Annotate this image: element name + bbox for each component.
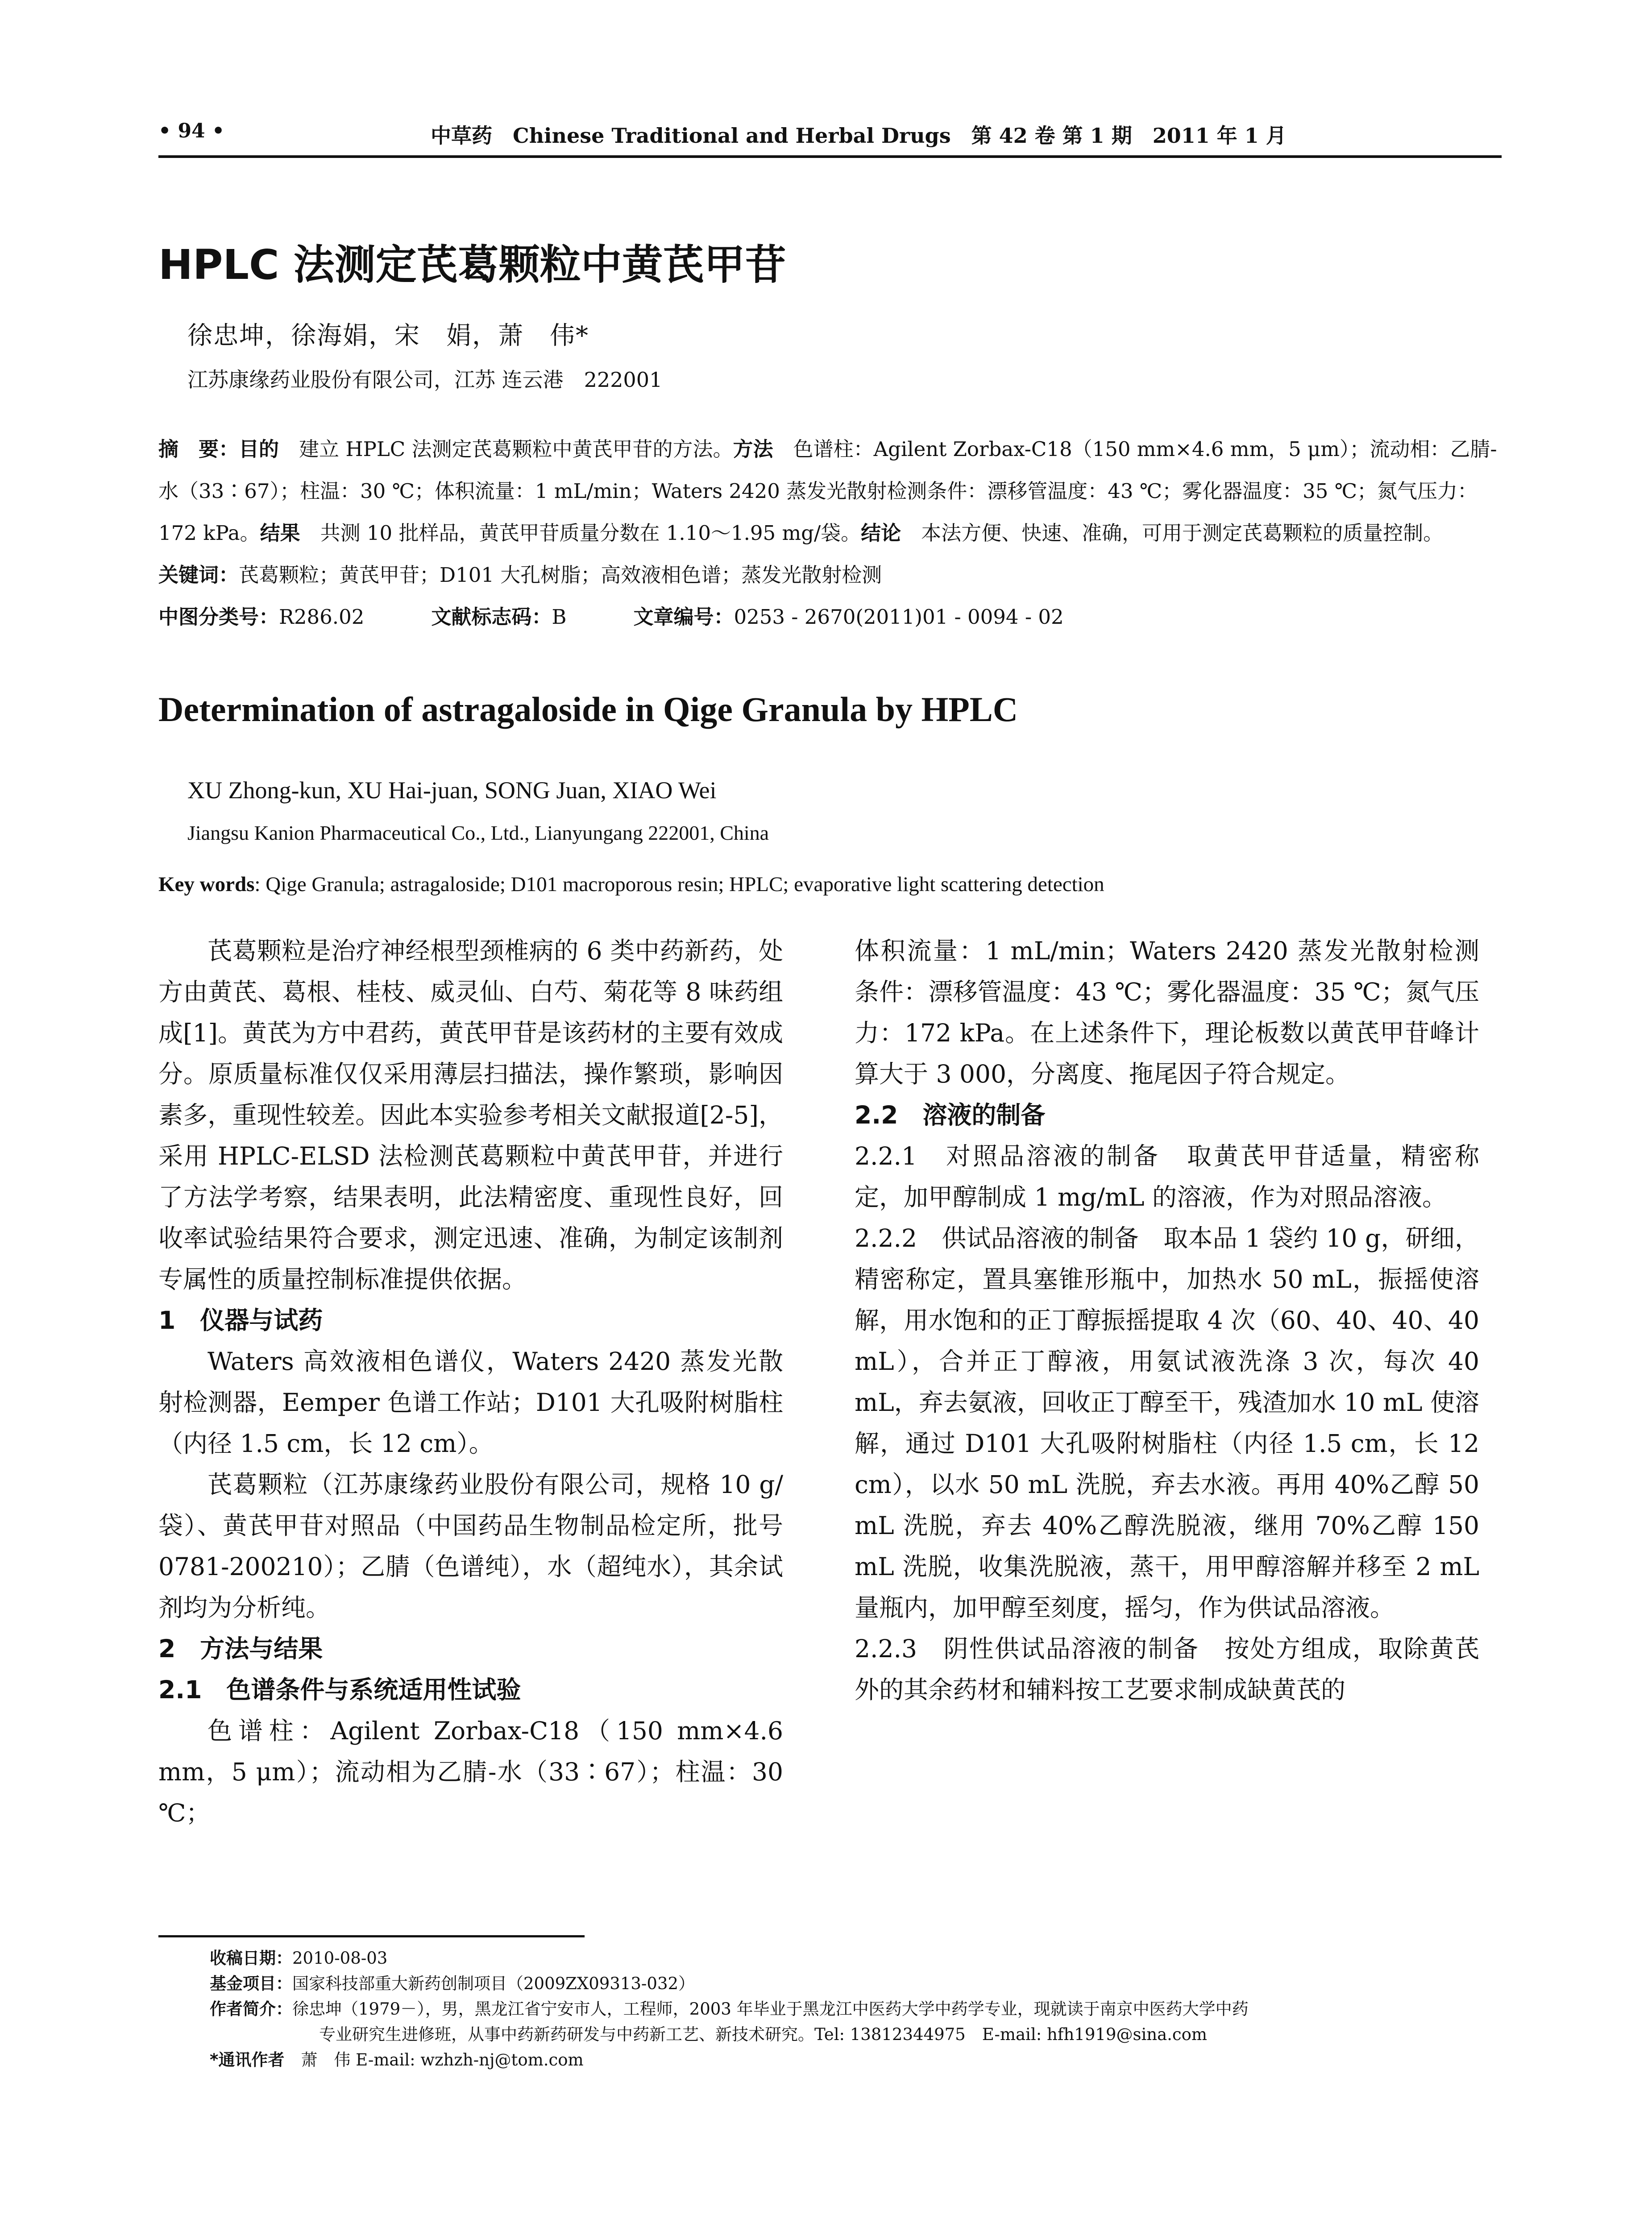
- footnote-corresponding: [210, 2047, 1504, 2073]
- authors-en: XU Zhong-kun, XU Hai-juan, SONG Juan, XIAO Wei: [187, 777, 717, 804]
- body-column-left: [158, 930, 783, 1833]
- affiliation-cn: 江苏康缘药业股份有限公司，江苏 连云港 222001: [187, 368, 663, 392]
- keywords-cn: [158, 554, 1502, 596]
- corresponding-text: 萧 伟 E-mail: wzhzh-nj@tom.com: [301, 2050, 584, 2069]
- journal-info: 中草药 Chinese Traditional and Herbal Drugs 第 42 卷 第 1 期 2011 年 1 月: [431, 124, 1287, 148]
- section-heading-2: 2 方法与结果: [158, 1634, 323, 1663]
- test-solution-paragraph: 2.2.2 供试品溶液的制备 取本品 1 袋约 10 g，研细，精密称定，置具塞锥形瓶中，加热水 50 mL，振摇使溶解，用水饱和的正丁醇振摇提取 4 次（60、40、40、40 mL），合并正丁醇液，用氨试液洗涤 3 次，每次 40 mL，弃去氨液，回收正丁醇至干，残渣加水 10 mL 使溶解，通过 D101 大孔吸附树脂柱（内径 1.5 cm，长 12 cm），以水 50 mL 洗脱，弃去水液。再用 40%乙醇 50 mL 洗脱，弃去 40%乙醇洗脱液，继用 70%乙醇 150 mL 洗脱，收集洗脱液，蒸干，用甲醇溶解并移至 2 mL 量瓶内，加甲醇至刻度，摇匀，作为供试品溶液。: [855, 1224, 1479, 1622]
- method-text: 色谱柱：Agilent Zorbax-C18（150 mm×4.6 mm，5 μm）；流动相：乙腈-水（33∶67）；柱温：30 ℃；体积流量：1 mL/min；Waters 2420 蒸发光散射检测条件：漂移管温度：43 ℃；雾化器温度：35 ℃；氮气压力：172 kPa。: [158, 437, 1497, 545]
- reference-solution-paragraph: 2.2.1 对照品溶液的制备 取黄芪甲苷适量，精密称定，加甲醇制成 1 mg/mL 的溶液，作为对照品溶液。: [855, 1142, 1479, 1211]
- page-number: • 94 •: [158, 120, 225, 142]
- instruments-paragraph: Waters 高效液相色谱仪，Waters 2420 蒸发光散射检测器，Eemper 色谱工作站；D101 大孔吸附树脂柱（内径 1.5 cm，长 12 cm）。: [158, 1347, 783, 1458]
- keywords-cn-text: 芪葛颗粒；黄芪甲苷；D101 大孔树脂；高效液相色谱；蒸发光散射检测: [239, 563, 882, 587]
- abstract-cn: [158, 428, 1502, 638]
- title-en: Determination of astragaloside in Qige Granula by HPLC: [158, 690, 1018, 729]
- bio-label: 作者简介：: [210, 1999, 292, 2019]
- method-label: 方法: [733, 437, 773, 461]
- classification-line: [158, 596, 1502, 638]
- bio-text: 徐忠坤（1979－），男，黑龙江省宁安市人，工程师，2003 年毕业于黑龙江中医药大学中药学专业，现就读于南京中医药大学中药: [292, 1999, 1249, 2019]
- keywords-en: [158, 872, 1104, 896]
- clc-label: 中图分类号：: [158, 605, 279, 629]
- section-heading-2-2: 2.2 溶液的制备: [855, 1101, 1046, 1129]
- fund-label: 基金项目：: [210, 1974, 292, 1993]
- intro-paragraph: 芪葛颗粒是治疗神经根型颈椎病的 6 类中药新药，处方由黄芪、葛根、桂枝、威灵仙、白芍、菊花等 8 味药组成[1]。黄芪为方中君药，黄芪甲苷是该药材的主要有效成分。原质量标准仅仅采用薄层扫描法，操作繁琐，影响因素多，重现性较差。因此本实验参考相关文献报道[2-5]，采用 HPLC-ELSD 法检测芪葛颗粒中黄芪甲苷，并进行了方法学考察，结果表明，此法精密度、重现性良好，回收率试验结果符合要求，测定迅速、准确，为制定该制剂专属性的质量控制标准提供依据。: [158, 937, 783, 1294]
- fund-text: 国家科技部重大新药创制项目（2009ZX09313-032）: [292, 1974, 695, 1993]
- received-label: 收稿日期：: [210, 1949, 292, 1968]
- abstract-label: 摘 要：: [158, 437, 239, 461]
- negative-solution-paragraph: 2.2.3 阴性供试品溶液的制备 按处方组成，取除黄芪外的其余药材和辅料按工艺要求制成缺黄芪的: [855, 1634, 1479, 1704]
- header-rule: [158, 155, 1502, 158]
- running-header: [158, 120, 1497, 155]
- title-cn: HPLC 法测定芪葛颗粒中黄芪甲苷: [158, 241, 786, 289]
- authors-cn: 徐忠坤，徐海娟，宋 娟，萧 伟*: [187, 321, 589, 350]
- body-column-right: [855, 930, 1479, 1710]
- keywords-en-label: Key words: [158, 873, 255, 896]
- chromatography-paragraph: 色谱柱：Agilent Zorbax-C18（150 mm×4.6 mm，5 μm）；流动相为乙腈-水（33∶67）；柱温：30 ℃；: [158, 1717, 783, 1827]
- footnote-fund: [210, 1971, 1504, 1996]
- result-label: 结果: [260, 521, 300, 545]
- clc-value: R286.02: [279, 605, 365, 629]
- reagents-paragraph: 芪葛颗粒（江苏康缘药业股份有限公司，规格 10 g/袋）、黄芪甲苷对照品（中国药品生物制品检定所，批号 0781-200210）；乙腈（色谱纯），水（超纯水），其余试剂均为分析纯。: [158, 1470, 783, 1622]
- objective-text: 建立 HPLC 法测定芪葛颗粒中黄芪甲苷的方法。: [299, 437, 733, 461]
- keywords-cn-label: 关键词：: [158, 563, 239, 587]
- corresponding-label: *通讯作者: [210, 2050, 285, 2069]
- abstract-text: [158, 428, 1502, 554]
- footnote-bio-continued: 专业研究生进修班，从事中药新药研发与中药新工艺、新技术研究。Tel: 13812344975 E-mail: hfh1919@sina.com: [319, 2025, 1208, 2044]
- keywords-en-text: : Qige Granula; astragaloside; D101 macroporous resin; HPLC; evaporative light scattering detection: [254, 873, 1104, 896]
- affiliation-en: Jiangsu Kanion Pharmaceutical Co., Ltd., Lianyungang 222001, China: [187, 821, 769, 844]
- conclusion-label: 结论: [861, 521, 901, 545]
- footnote-rule: [158, 1935, 585, 1937]
- objective-label: 目的: [239, 437, 279, 461]
- result-text: 共测 10 批样品，黄芪甲苷质量分数在 1.10～1.95 mg/袋。: [320, 521, 861, 545]
- footnote-received: [210, 1945, 1504, 1971]
- article-no-label: 文章编号：: [633, 605, 734, 629]
- chromatography-continued: 体积流量：1 mL/min；Waters 2420 蒸发光散射检测条件：漂移管温度：43 ℃；雾化器温度：35 ℃；氮气压力：172 kPa。在上述条件下，理论板数以黄芪甲苷峰计算大于 3 000，分离度、拖尾因子符合规定。: [855, 937, 1479, 1088]
- doc-code-value: B: [552, 605, 567, 629]
- section-heading-1: 1 仪器与试药: [158, 1306, 323, 1335]
- footnote-bio: [210, 1996, 1504, 2022]
- conclusion-text: 本法方便、快速、准确，可用于测定芪葛颗粒的质量控制。: [921, 521, 1444, 545]
- section-heading-2-1: 2.1 色谱条件与系统适用性试验: [158, 1675, 521, 1704]
- footnotes: [210, 1945, 1504, 2073]
- article-no-value: 0253 - 2670(2011)01 - 0094 - 02: [734, 605, 1064, 629]
- received-date: 2010-08-03: [292, 1949, 388, 1968]
- doc-code-label: 文献标志码：: [431, 605, 552, 629]
